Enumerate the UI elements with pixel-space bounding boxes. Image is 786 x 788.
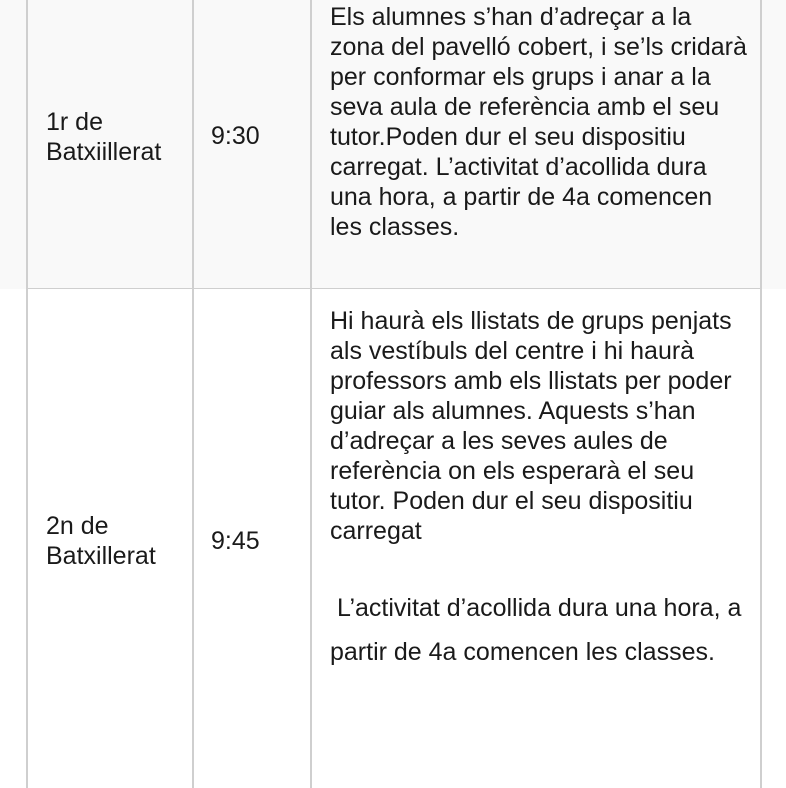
course-cell bbox=[46, 511, 192, 571]
description-text: Els alumnes s’han d’adreçar a la zona del pavelló cobert, i se’ls cridarà per conformar els grups i anar a la seva aula de referència amb el seu tutor.Poden dur el seu dispositiu carregat. L’activitat d’acollida dura una hora, a partir de 4a comencen les classes. bbox=[330, 3, 747, 241]
time-cell: 9:30 bbox=[211, 122, 260, 150]
column-divider bbox=[26, 0, 28, 289]
column-divider bbox=[192, 0, 194, 289]
table-row bbox=[0, 289, 786, 788]
column-divider bbox=[760, 0, 762, 289]
course-level: 2n de bbox=[46, 512, 109, 540]
column-divider bbox=[760, 289, 762, 788]
course-cell bbox=[46, 107, 192, 167]
description-cell bbox=[330, 2, 750, 242]
column-divider bbox=[310, 289, 312, 788]
column-divider bbox=[26, 289, 28, 788]
description-text: Hi haurà els llistats de grups penjats als vestíbuls del centre i hi haurà professors amb els llistats per poder guiar als alumnes. Aquests s’han d’adreçar a les seves aules de referència on els esperarà el seu tutor. Poden dur el seu dispositiu carregat bbox=[330, 307, 732, 545]
course-level: 1r de bbox=[46, 108, 103, 136]
course-name: Batxillerat bbox=[46, 542, 156, 570]
column-divider bbox=[192, 289, 194, 788]
table-row bbox=[0, 0, 786, 289]
description-note: L’activitat d’acollida dura una hora, a partir de 4a comencen les classes. bbox=[330, 594, 749, 666]
time-cell: 9:45 bbox=[211, 527, 260, 555]
column-divider bbox=[310, 0, 312, 289]
course-name: Batxiillerat bbox=[46, 138, 162, 166]
description-cell bbox=[330, 306, 750, 674]
